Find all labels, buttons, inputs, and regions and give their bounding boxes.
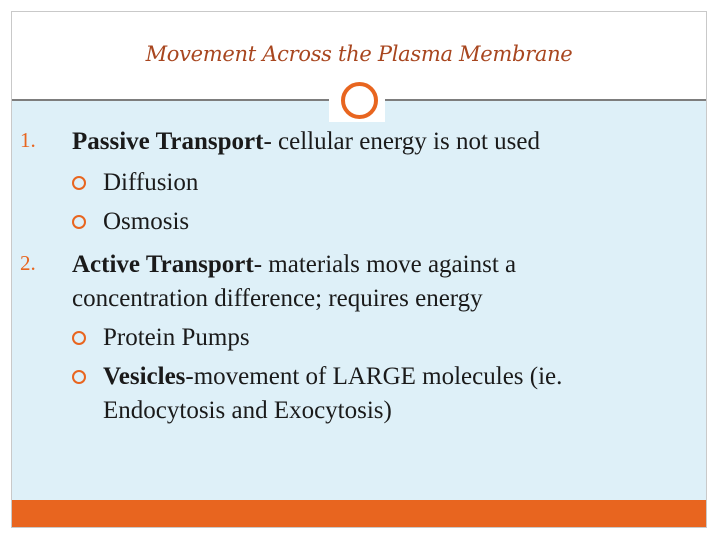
item-1-sub-2: Osmosis <box>103 208 190 235</box>
item-2-sub-1: Protein Pumps <box>103 324 250 351</box>
item-1-text: - cellular energy is not used <box>263 128 540 155</box>
circle-badge-icon <box>341 82 378 119</box>
bottom-accent-bar <box>12 500 706 527</box>
item-2-number: 2. <box>20 251 36 275</box>
item-1-bold: Passive Transport <box>72 128 264 155</box>
item-2-sub-2-cont: Endocytosis and Exocytosis) <box>103 397 392 424</box>
item-2-sub-2-text: -movement of LARGE molecules (ie. <box>185 363 563 390</box>
open-circle-bullet-icon <box>72 370 86 384</box>
open-circle-bullet-icon <box>72 215 86 229</box>
item-1-number: 1. <box>20 128 36 152</box>
open-circle-bullet-icon <box>72 331 86 345</box>
open-circle-bullet-icon <box>72 176 86 190</box>
item-2-text: - materials move against a <box>253 251 517 278</box>
item-2-sub-2-bold: Vesicles <box>103 363 186 390</box>
item-1-line <box>72 129 540 154</box>
item-2-line <box>72 252 516 277</box>
slide-title: Movement Across the Plasma Membrane <box>145 42 573 66</box>
item-1-sub-1: Diffusion <box>103 169 199 196</box>
item-2-sub-2 <box>103 364 562 389</box>
item-2-bold: Active Transport <box>72 251 254 278</box>
item-2-line-cont: concentration difference; requires energy <box>72 285 483 312</box>
